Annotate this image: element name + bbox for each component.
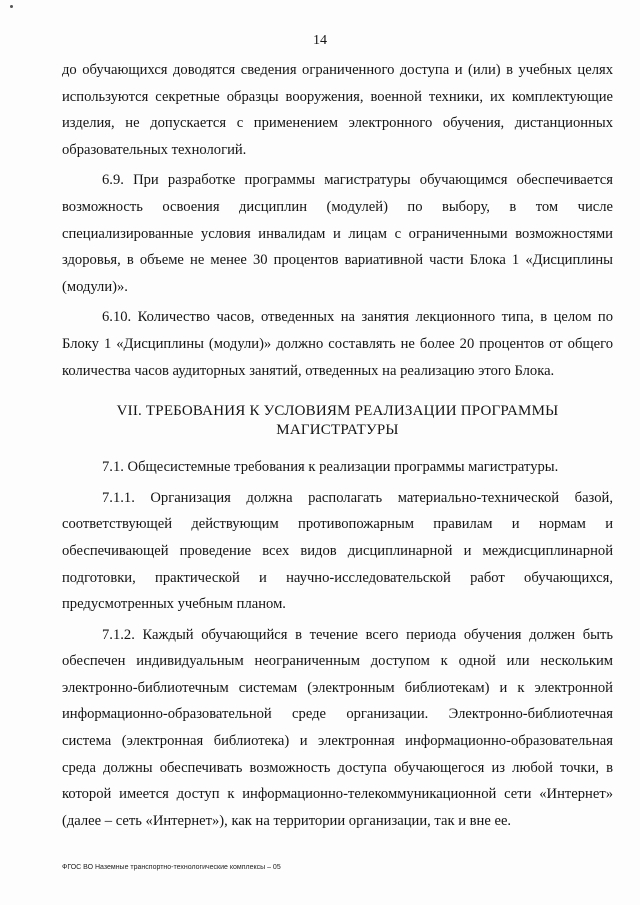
paragraph-continuation: до обучающихся доводятся сведения ограниченного доступа и (или) в учебных целях используются секретные образцы вооружения, военной техники, их комплектующие изделия, не допускается с применением электронного обучения, дистанционных образовательных технологий. [62, 62, 613, 158]
document-body [62, 57, 613, 838]
paragraph-6-10: 6.10. Количество часов, отведенных на занятия лекционного типа, в целом по Блоку 1 «Дисциплины (модули)» должно составлять не более 20 процентов от общего количества часов аудиторных занятий, отведенных на реализацию этого Блока. [62, 309, 613, 379]
section-heading [62, 402, 613, 440]
paragraph-6-9: 6.9. При разработке программы магистратуры обучающимся обеспечивается возможность освоения дисциплин (модулей) по выбору, в том числе специализированные условия инвалидам и лицам с ограниченными возможностями здоровья, в объеме не менее 30 процентов вариативной части Блока 1 «Дисциплины (модули)». [62, 172, 613, 295]
section-heading-line-1: VII. ТРЕБОВАНИЯ К УСЛОВИЯМ РЕАЛИЗАЦИИ ПРОГРАММЫ [116, 403, 559, 420]
paragraph-7-1-1: 7.1.1. Организация должна располагать материально-технической базой, соответствующей действующим противопожарным правилам и нормам и обеспечивающей проведение всех видов дисциплинарной и междисциплинарной подготовки, практической и научно-исследовательской работ обучающихся, предусмотренных учебным планом. [62, 489, 613, 613]
document-footer: ФГОС ВО Наземные транспортно-технологические комплексы – 05 [62, 864, 281, 871]
section-heading-line-2: МАГИСТРАТУРЫ [276, 422, 399, 439]
paragraph-7-1-2: 7.1.2. Каждый обучающийся в течение всего периода обучения должен быть обеспечен индивидуальным неограниченным доступом к одной или нескольким электронно-библиотечным системам (электронным библиотекам) и к электронной информационно-образовательной среде организации. Электронно-библиотечная система (электронная библиотека) и электронная информационно-образовательная среда должны обеспечивать возможность доступа обучающегося из любой точки, в которой имеется доступ к информационно-телекоммуникационной сети «Интернет» (далее – сеть «Интернет»), как на территории организации, так и вне ее. [62, 626, 613, 829]
paragraph-7-1: 7.1. Общесистемные требования к реализации программы магистратуры. [102, 459, 559, 476]
scan-mark [10, 5, 13, 8]
page-number: 14 [313, 33, 327, 48]
